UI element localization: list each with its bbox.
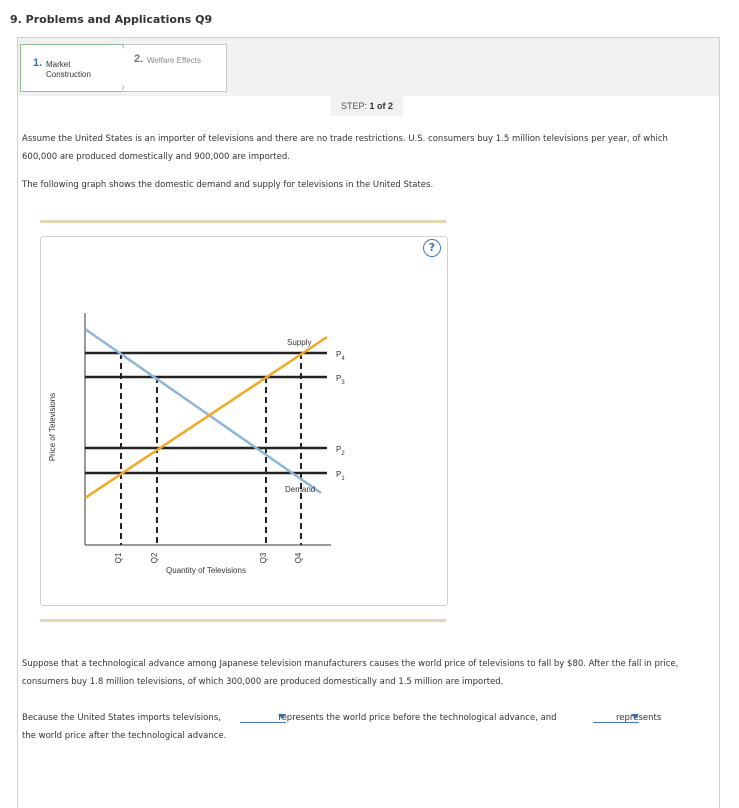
chevron-down-icon (631, 714, 639, 719)
tab-number: 1. (33, 57, 43, 69)
p1-label: $P_1$ (336, 470, 345, 482)
world-price-after-select[interactable] (593, 712, 639, 723)
world-price-before-select[interactable] (240, 712, 286, 723)
problem-panel (17, 37, 720, 808)
step-value: 1 of 2 (369, 101, 394, 111)
q3-label: Q3 (259, 552, 268, 564)
q1-label: Q1 (114, 552, 123, 564)
supply-demand-graph (41, 237, 447, 605)
scenario-text: Suppose that a technological advance among Japanese television manufacturers causes the world price of televisions to fall by $80. After the fall in price, consumers buy 1.8 million televisions, of which 300,000 are produced domestically and 1.5 million are imported. (22, 659, 679, 687)
divider (40, 220, 446, 223)
problem-intro: Assume the United States is an importer of televisions and there are no trade restrictions. U.S. consumers buy 1.5 million televisions per year, of which 600,000 are produced domestically and 900,000 are imported. (22, 134, 668, 162)
help-icon[interactable]: ? (423, 239, 441, 257)
page-title: 9. Problems and Applications Q9 (10, 13, 213, 26)
tab-label: Market Construction (46, 60, 91, 79)
graph-intro: The following graph shows the domestic demand and supply for televisions in the United States. (22, 180, 434, 190)
p4-label: $P_4$ (336, 350, 345, 362)
step-tab-bar (18, 38, 719, 96)
chevron-down-icon (278, 714, 286, 719)
divider (40, 619, 446, 622)
question-text: Because the United States imports televisions, represents the world price before the technological advance, and represents the world price after the technological advance. (22, 713, 662, 741)
q4-label: Q4 (294, 552, 303, 564)
tab-welfare-effects[interactable] (124, 44, 227, 92)
graph-panel (40, 236, 448, 606)
tab-number: 2. (134, 53, 144, 65)
supply-label: Supply (287, 338, 312, 347)
y-axis-label: Price of Televisions (48, 392, 57, 462)
q2-label: Q2 (150, 552, 159, 564)
p2-label: $P_2$ (336, 445, 345, 457)
demand-label: Demand (285, 485, 316, 494)
step-indicator: STEP: 1 of 2 (331, 96, 403, 116)
p3-label: $P_3$ (336, 374, 345, 386)
tab-market-construction[interactable] (20, 44, 125, 92)
tab-label: Welfare Effects (147, 56, 201, 65)
x-axis-label: Quantity of Televisions (166, 566, 246, 575)
